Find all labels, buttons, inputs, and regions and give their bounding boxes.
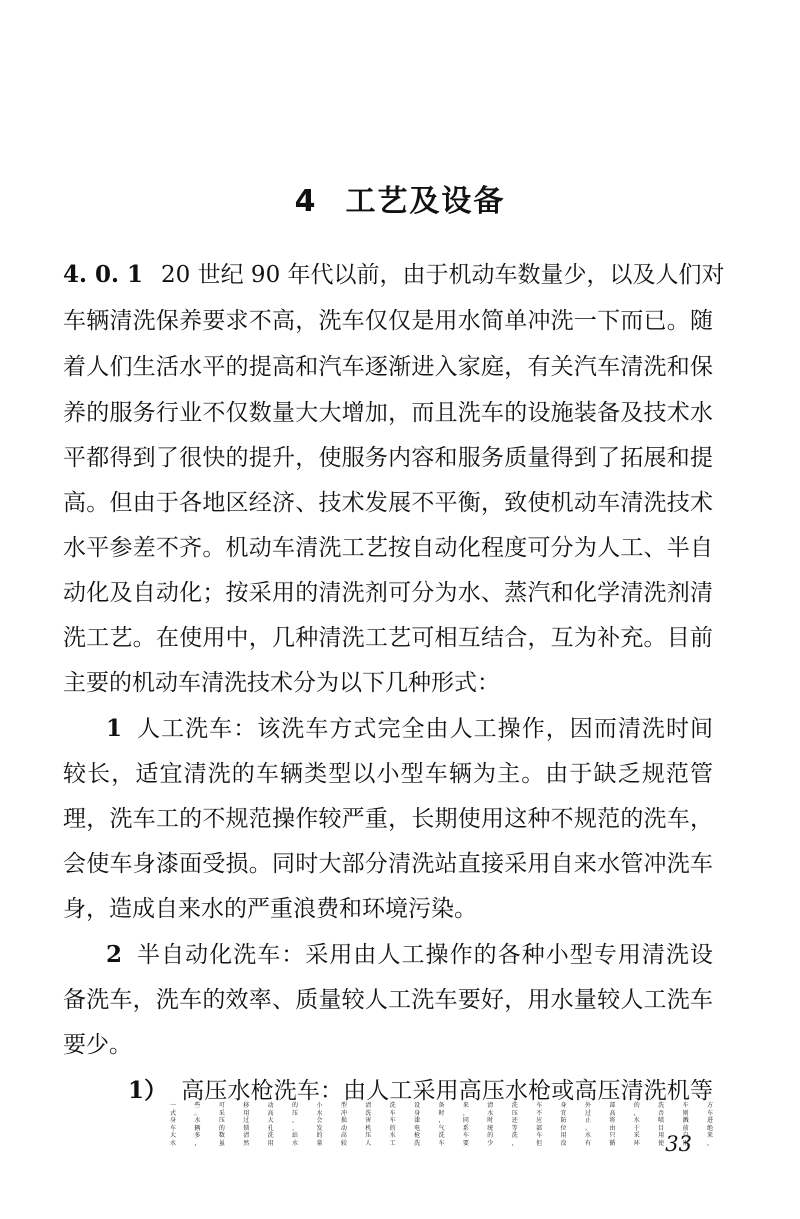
- paragraph-line: 车辆清洗保养要求不高，洗车仅仅是用水简单冲洗一下而已。随: [63, 308, 713, 334]
- item-line: 理，洗车工的不规范操作较严重，长期使用这种不规范的洗车，: [63, 806, 713, 832]
- page-number: 33: [665, 1132, 692, 1156]
- subitem-line: 式。采用高压水冲洗车身时，水压不宜过高，否则车: [170, 1109, 713, 1117]
- paragraph-line: [63, 260, 725, 290]
- section-number: 4. 0. 1: [63, 261, 144, 288]
- subitem-line: 身水压过大，会损害车漆，同时还应防止将水喷溅进: [170, 1117, 713, 1124]
- item-text: 人工洗车：该洗车方式完全由人工操作，因而清洗时间: [136, 716, 713, 742]
- subitem-number: 1）: [128, 1077, 168, 1104]
- paragraph-line: 养的服务行业不仅数量大大增加，而且洗车的设施装备及技术水: [63, 400, 713, 426]
- subitem-line: 大多数清洗站的高压水枪洗车的洗车用水只采用自来: [170, 1132, 713, 1139]
- item-number: 1: [106, 715, 123, 742]
- paragraph-line: 动化及自动化；按采用的清洗剂可分为水、蒸汽和化学清洗剂清: [63, 580, 713, 606]
- paragraph-line: 平都得到了很快的提升，使服务内容和服务质量得到了拓展和提: [63, 445, 713, 471]
- item-line: [106, 714, 713, 744]
- item-line: 较长，适宜清洗的车辆类型以小型车辆为主。由于缺乏规范管: [63, 761, 713, 787]
- chapter-title-text: 工艺及设备: [345, 184, 506, 219]
- item-line: 备洗车，洗车的效率、质量较人工洗车要好，用水量较人工洗车: [63, 987, 713, 1013]
- item-number: 2: [106, 941, 123, 968]
- subitem-text: 高压水枪洗车：由人工采用高压水枪或高压清洗机等: [181, 1078, 714, 1104]
- item-line: 会使车身漆面受损。同时大部分清洗站直接采用自来水管冲洗车: [63, 851, 713, 877]
- item-line: 要少。: [63, 1032, 132, 1058]
- paragraph-line: 主要的机动车清洗技术分为以下几种形式：: [63, 670, 500, 696]
- chapter-number: 4: [294, 184, 318, 219]
- paragraph-line: 洗工艺。在使用中，几种清洗工艺可相互结合，互为补充。目前: [63, 625, 713, 651]
- subitem-line: 车辆的锁孔、发动机的电气系统等部位。由于目前绝: [170, 1124, 713, 1132]
- chapter-title: [0, 176, 800, 220]
- paragraph-line: 水平参差不齐。机动车清洗工艺按自动化程度可分为人工、半自: [63, 535, 713, 561]
- item-line: [106, 940, 713, 970]
- paragraph-text: 20 世纪 90 年代以前，由于机动车数量少，以及人们对: [161, 262, 725, 288]
- paragraph-line: 着人们生活水平的提高和汽车逐渐进入家庭，有关汽车清洗和保: [63, 354, 713, 380]
- paragraph-line: 高。但由于各地区经济、技术发展不平衡，致使机动车清洗技术: [63, 490, 713, 516]
- subitem-line: 一些可移动的小型清洗设备来清洗车身外部的洗车方: [170, 1102, 713, 1109]
- item-text: 半自动化洗车：采用由人工操作的各种小型专用清洗设: [136, 942, 713, 968]
- item-line: 身，造成自来水的严重浪费和环境污染。: [63, 896, 477, 922]
- subitem-line: 水，虽然用水量较人工洗车要少，但没有循环使用，: [170, 1139, 713, 1147]
